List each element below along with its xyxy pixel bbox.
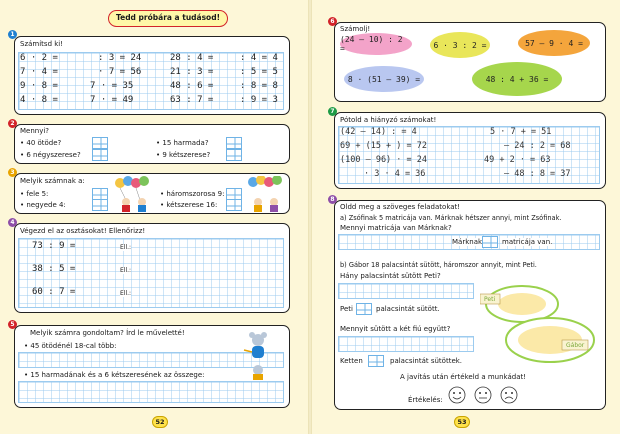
task-4-row-1: 73 : 9 = <box>32 241 76 251</box>
task-1-col3-row4: 63 : 7 = <box>170 95 214 105</box>
page-number-left: 52 <box>152 416 168 428</box>
balloon-kids-illustration <box>112 176 156 212</box>
task-8-b-question-2: Mennyit sütött a két fiú együtt? <box>340 325 451 333</box>
task-2-b: • 6 négyszerese? <box>20 151 81 159</box>
task-8-b-text: b) Gábor 18 palacsintát sütött, háromszor annyit, mint Peti. <box>340 261 537 269</box>
task-8-b-answer-1-pre: Peti <box>340 305 353 313</box>
task-5-b-grid[interactable] <box>18 381 284 403</box>
task-8-b-answer-2-pre: Ketten <box>340 357 363 365</box>
plate-label-gabor: Gábor <box>566 342 585 349</box>
right-page <box>310 0 620 434</box>
evaluation-label: Értékelés: <box>408 396 443 404</box>
task-1-col4-row4: : 9 = 3 <box>240 95 278 105</box>
task-2-d-answer[interactable] <box>226 149 242 161</box>
balloon-4[interactable]: 8 · (51 – 39) = <box>344 66 424 92</box>
task-3-label: Melyik számnak a: <box>20 177 85 185</box>
task-2-a: • 40 ötöde? <box>20 139 62 147</box>
happy-face-icon[interactable] <box>448 386 466 404</box>
task-3-d-answer[interactable] <box>226 199 242 211</box>
task-7-left-1: (42 – 14) : = 4 <box>340 127 417 137</box>
task-1-col2-row1: : 3 = 24 <box>98 53 142 63</box>
task-1-col2-row3: 7 · = 35 <box>90 81 134 91</box>
task-2-d-text: 9 kétszerese? <box>162 151 211 159</box>
sad-face-icon[interactable] <box>500 386 518 404</box>
task-1-col4-row3: : 8 = 8 <box>240 81 278 91</box>
task-1-col2-row4: 7 · = 49 <box>90 95 134 105</box>
task-7-left-3: (100 – 96) · = 24 <box>340 155 427 165</box>
task-7-right-2: – 24 : 2 = 68 <box>504 141 571 151</box>
task-5-a-text: 45 ötödénél 18-cal több: <box>30 342 117 350</box>
task-8-b-answer-1-post: palacsintát sütött. <box>376 305 440 313</box>
task-4-row-2: 38 : 5 = <box>32 264 76 274</box>
task-8-b-answer-1[interactable] <box>356 303 372 315</box>
task-8-a-answer[interactable] <box>482 236 498 248</box>
task-5-b-text: 15 harmadának és a 6 kétszeresének az összege: <box>30 371 205 379</box>
neutral-face-icon[interactable] <box>474 386 492 404</box>
task-8-a-question: Mennyi matricája van Márknak? <box>340 224 452 232</box>
task-8-b-question-1: Hány palacsintát sütött Peti? <box>340 272 441 280</box>
task-5-a: • 45 ötödénél 18-cal több: <box>24 342 117 350</box>
task-2-a-text: 40 ötöde? <box>26 139 62 147</box>
task-1-col4-row1: : 4 = 4 <box>240 53 278 63</box>
task-2-c-text: 15 harmada? <box>162 139 209 147</box>
task-1-col1-row4: 4 · 8 = <box>20 95 58 105</box>
task-6-label: Számolj! <box>340 25 371 33</box>
task-7-number: 7 <box>328 107 337 116</box>
balloon-5[interactable]: 48 : 4 + 36 = <box>472 62 562 96</box>
pancake-plates-illustration <box>480 282 598 364</box>
task-3-b: • negyede 4: <box>20 201 66 209</box>
task-1-label: Számítsd ki! <box>20 40 64 48</box>
task-4-number: 4 <box>8 218 17 227</box>
task-1-col3-row3: 48 : 6 = <box>170 81 214 91</box>
task-1-col1-row3: 9 · 8 = <box>20 81 58 91</box>
task-3-b-text: negyede 4: <box>26 201 66 209</box>
task-4-check-3: Ell.: <box>120 290 132 297</box>
task-3-c-text: háromszorosa 9: <box>166 190 225 198</box>
task-2-c-answer[interactable] <box>226 137 242 149</box>
task-7-right-4: – 48 : 8 = 37 <box>504 169 571 179</box>
task-2-a-answer[interactable] <box>92 137 108 149</box>
task-8-b-answer-2-post: palacsintát sütöttek. <box>390 357 463 365</box>
task-4-row-3: 60 : 7 = <box>32 287 76 297</box>
task-8-a-answer-pre: Márknak <box>452 238 483 246</box>
evaluation-prompt: A javítás után értékeld a munkádat! <box>400 373 527 381</box>
task-7-right-1: 5 · 7 + = 51 <box>490 127 552 137</box>
task-8-b-grid-1[interactable] <box>338 283 474 299</box>
task-3-d-text: kétszerese 16: <box>166 201 218 209</box>
task-5-label: Melyik számra gondoltam? Írd le műveletté! <box>30 329 185 337</box>
task-2-c: • 15 harmada? <box>156 139 209 147</box>
task-8-label: Oldd meg a szöveges feladatokat! <box>340 203 461 211</box>
task-2-d: • 9 kétszerese? <box>156 151 211 159</box>
task-1-col1-row2: 7 · 4 = <box>20 67 58 77</box>
balloon-3[interactable]: 57 – 9 · 4 = <box>518 30 590 56</box>
page-title: Tedd próbára a tudásod! <box>108 10 228 27</box>
task-1-col1-row1: 6 · 2 = <box>20 53 58 63</box>
plate-label-peti: Peti <box>484 296 496 303</box>
task-3-a: • fele 5: <box>20 190 49 198</box>
task-1-col4-row2: : 5 = 5 <box>240 67 278 77</box>
task-4-label: Végezd el az osztásokat! Ellenőrizz! <box>20 227 146 235</box>
task-4-check-1: Ell.: <box>120 244 132 251</box>
task-6-number: 6 <box>328 17 337 26</box>
task-3-number: 3 <box>8 168 17 177</box>
task-1-number: 1 <box>8 30 17 39</box>
task-3-d: • kétszerese 16: <box>160 201 218 209</box>
task-3-b-answer[interactable] <box>92 199 108 211</box>
task-1-col2-row2: · 7 = 56 <box>98 67 142 77</box>
mouse-illustration <box>236 330 280 380</box>
task-7-left-2: 69 + (15 + ) = 72 <box>340 141 427 151</box>
task-4-check-2: Ell.: <box>120 267 132 274</box>
task-7-right-3: 49 + 2 · = 63 <box>484 155 551 165</box>
task-8-a-text: a) Zsófinak 5 matricája van. Márknak hétszer annyi, mint Zsófinak. <box>340 214 562 222</box>
task-3-c: • háromszorosa 9: <box>160 190 225 198</box>
task-5-number: 5 <box>8 320 17 329</box>
task-5-b: • 15 harmadának és a 6 kétszeresének az összege: <box>24 371 205 379</box>
task-7-label: Pótold a hiányzó számokat! <box>340 116 437 124</box>
task-8-number: 8 <box>328 195 337 204</box>
task-7-left-4: · 3 · 4 = 36 <box>364 169 426 179</box>
task-2-b-answer[interactable] <box>92 149 108 161</box>
page-number-right: 53 <box>454 416 470 428</box>
task-1-col3-row2: 21 : 3 = <box>170 67 214 77</box>
task-2-number: 2 <box>8 119 17 128</box>
task-2-b-text: 6 négyszerese? <box>26 151 81 159</box>
task-8-a-answer-post: matricája van. <box>502 238 553 246</box>
task-3-a-text: fele 5: <box>26 190 49 198</box>
task-2-label: Mennyi? <box>20 127 50 135</box>
task-1-col3-row1: 28 : 4 = <box>170 53 214 63</box>
task-8-b-grid-2[interactable] <box>338 336 474 352</box>
balloon-kids-illustration-2 <box>246 176 286 212</box>
balloon-1[interactable]: (24 – 10) : 2 = <box>340 33 412 55</box>
task-8-b-answer-2[interactable] <box>368 355 384 367</box>
balloon-2[interactable]: 6 · 3 : 2 = <box>430 32 490 58</box>
